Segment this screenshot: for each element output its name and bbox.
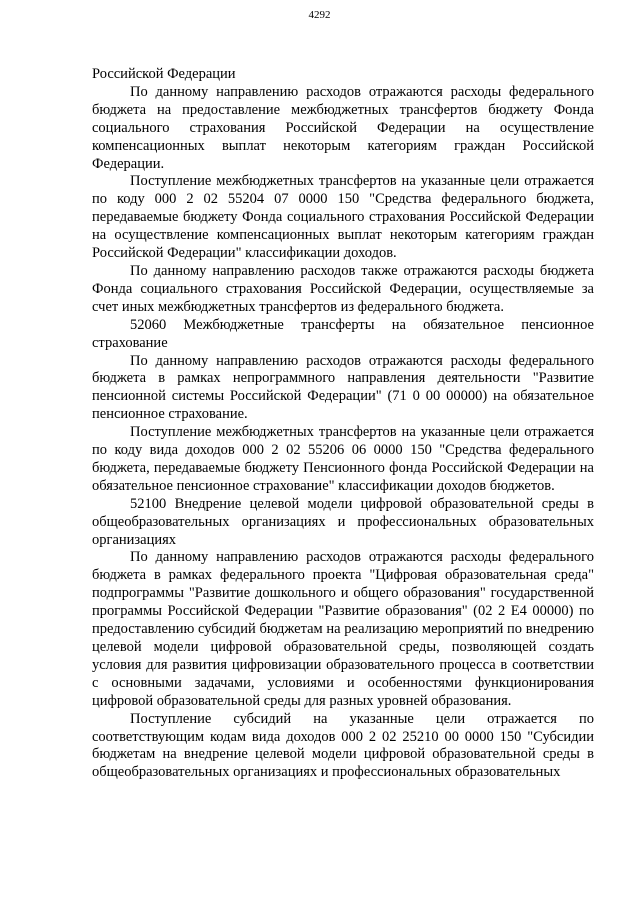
- section-heading-52060: 52060 Межбюджетные трансферты на обязательное пенсионное страхование: [92, 316, 594, 351]
- section-heading-52100: 52100 Внедрение целевой модели цифровой образовательной среды в общеобразовательных организациях и профессиональных образовательных организациях: [92, 495, 594, 548]
- page-number: 4292: [308, 9, 331, 21]
- paragraph-expenses-fss: По данному направлению расходов отражаются расходы федерального бюджета на предоставление межбюджетных трансфертов бюджету Фонда социального страхования Российской Федерации на осуществление компенсационных выплат некоторым категориям граждан Российской Федерации.: [92, 83, 594, 172]
- paragraph-continuation: Российской Федерации: [92, 66, 236, 82]
- paragraph-income-code-fss: Поступление межбюджетных трансфертов на указанные цели отражается по коду 000 2 02 55204 07 0000 150 "Средства федерального бюджета, передаваемые бюджету Фонда социального страхования Российской Федерации на осуществление компенсационных выплат некоторым категориям граждан Российской Федерации" классификации доходов.: [92, 173, 594, 262]
- paragraph-expenses-pension: По данному направлению расходов отражаются расходы федерального бюджета в рамках непрограммного направления деятельности "Развитие пенсионной системы Российской Федерации" (71 0 00 00000) на обязательное пенсионное страхование.: [92, 352, 594, 423]
- paragraph-fss-other-transfers: По данному направлению расходов также отражаются расходы бюджета Фонда социального страхования Российской Федерации, осуществляемые за счет иных межбюджетных трансфертов из федерального бюджета.: [92, 262, 594, 315]
- paragraph-income-code-subsidies: Поступление субсидий на указанные цели отражается по соответствующим кодам вида доходов 000 2 02 25210 00 0000 150 "Субсидии бюджетам на внедрение целевой модели цифровой образовательной среды в общеобразовательных организациях и профессиональных образовательных: [92, 710, 594, 781]
- document-body: [92, 66, 594, 782]
- paragraph-income-code-pension: Поступление межбюджетных трансфертов на указанные цели отражается по коду вида доходов 000 2 02 55206 06 0000 150 "Средства федерального бюджета, передаваемые бюджету Пенсионного фонда Российской Федерации на обязательное пенсионное страхование" классификации доходов бюджетов.: [92, 424, 594, 494]
- paragraph-expenses-digital-education: По данному направлению расходов отражаются расходы федерального бюджета в рамках федерального проекта "Цифровая образовательная среда" подпрограммы "Развитие дошкольного и общего образования" государственной программы Российской Федерации "Развитие образования" (02 2 E4 00000) по предоставлению субсидий бюджетам на реализацию мероприятий по внедрению целевой модели цифровой образовательной среды, позволяющей создать условия для развития цифровизации образовательного процесса в соответствии с основными задачами, условиями и особенностями функционирования цифровой образовательной среды для разных уровней образования.: [92, 549, 594, 709]
